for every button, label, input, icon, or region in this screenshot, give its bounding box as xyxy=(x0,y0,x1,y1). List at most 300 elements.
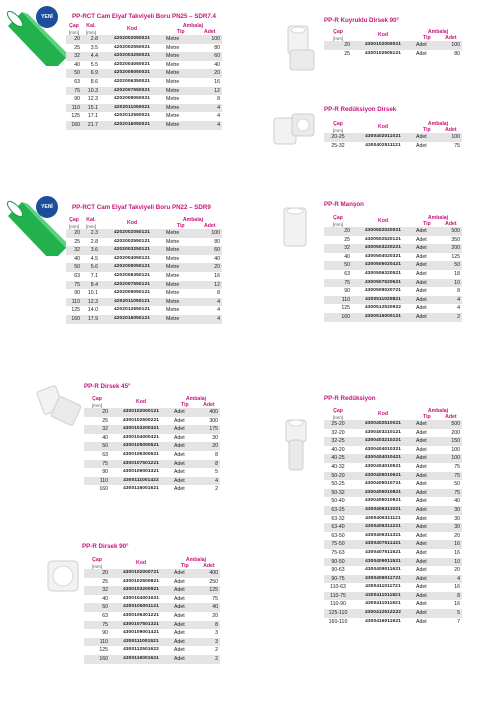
table-row xyxy=(84,485,220,494)
table-cell: 20 xyxy=(454,567,460,574)
table-row xyxy=(66,87,222,96)
table-cell: Adet xyxy=(414,244,440,253)
table-cell: 8 xyxy=(198,621,220,630)
table-cell: 4300102005021 xyxy=(352,41,414,50)
table-cell: 75 xyxy=(212,595,218,602)
table-row xyxy=(324,50,462,59)
col-cap: Çap xyxy=(333,121,343,127)
table-cell: Adet xyxy=(416,253,427,260)
table-cell: 40 xyxy=(102,595,108,602)
table-cell: 75 xyxy=(66,87,82,96)
table-cell: 4202006350021 xyxy=(114,78,150,84)
table-cell: 3.5 xyxy=(90,44,98,51)
table-cell: Metre xyxy=(164,35,197,44)
table-cell: Metre xyxy=(164,52,197,61)
table-cell: Metre xyxy=(164,87,197,96)
col-ambalaj: Ambalaj xyxy=(182,217,204,223)
table-cell: 20 xyxy=(84,408,110,417)
table-row xyxy=(66,35,222,44)
table-cell: 25 xyxy=(74,44,80,51)
table-row xyxy=(84,586,220,595)
table-row xyxy=(84,417,220,426)
table-cell: 50-40 xyxy=(331,498,345,505)
table-cell: 4300103200321 xyxy=(110,425,172,434)
table-cell: 90 xyxy=(102,469,108,476)
reducer-image xyxy=(282,418,310,474)
col-adet: Adet xyxy=(203,223,216,229)
table-cell: Adet xyxy=(416,429,427,436)
table-cell: 32 xyxy=(66,52,82,61)
table-cell: Metre xyxy=(166,96,180,103)
table-row xyxy=(66,78,222,87)
section-title-pn25: PP-RCT Cam Elyaf Takviyeli Boru PN25 – SDR7.4 xyxy=(72,13,216,20)
table-cell: Adet xyxy=(174,578,185,585)
table-cell: 4300103200921 xyxy=(110,586,172,595)
table-cell: 4300411011721 xyxy=(365,584,401,590)
table-row xyxy=(84,434,220,443)
table-cell: 4300403210121 xyxy=(365,429,401,435)
table-cell: 16 xyxy=(454,549,460,556)
table-row xyxy=(324,420,462,429)
table-cell: Adet xyxy=(416,142,427,149)
table-cell: Adet xyxy=(174,434,185,441)
col-kod: Kod xyxy=(126,220,138,226)
table-cell: 50 xyxy=(440,261,462,270)
table-cell: 4 xyxy=(217,113,220,120)
table-cell: Metre xyxy=(166,290,180,297)
table-cell: 4202003250021 xyxy=(100,52,164,61)
table-row xyxy=(324,592,462,601)
table-cell: 160 xyxy=(66,121,82,130)
table-row xyxy=(84,569,220,578)
table-cell: Metre xyxy=(164,121,197,130)
col-ambalaj: Ambalaj xyxy=(185,396,207,402)
col-adet: Adet xyxy=(445,35,457,41)
table-cell: 17.1 xyxy=(87,113,98,120)
table-cell: 4300416011921 xyxy=(365,618,401,624)
table-cell: 20 xyxy=(324,227,352,236)
table-cell: 25 xyxy=(74,238,80,245)
table-cell: 40 xyxy=(198,603,220,612)
col-cap-unit: [mm] xyxy=(332,35,344,41)
table-cell: 40 xyxy=(74,255,80,262)
table-cell: 90 xyxy=(74,96,80,103)
table-cell: 4.4 xyxy=(82,52,100,61)
table-cell: 4300105001121 xyxy=(110,603,172,612)
col-tip: Tip xyxy=(176,29,185,35)
table-cell: Adet xyxy=(172,477,198,486)
table-cell: 40 xyxy=(454,498,460,505)
table-cell: 4300107501321 xyxy=(110,621,172,630)
table-cell: Adet xyxy=(174,612,185,619)
table-cell: 2 xyxy=(198,655,220,664)
table-cell: Adet xyxy=(414,472,440,481)
table-cell: 90 xyxy=(102,630,108,637)
table-cell: Adet xyxy=(416,446,427,453)
table-cell: 4202006350121 xyxy=(114,272,150,278)
table-row xyxy=(66,229,222,238)
table-cell: 90 xyxy=(74,290,80,297)
table-coupling xyxy=(324,215,462,322)
table-cell: Adet xyxy=(172,655,198,664)
table-pn22 xyxy=(66,217,222,324)
table-cell: 125-110 xyxy=(324,609,352,618)
table-cell: 8 xyxy=(198,460,220,469)
table-cell: 4300411011921 xyxy=(365,601,401,607)
table-cell: 3 xyxy=(215,630,218,637)
table-reducer xyxy=(324,408,462,626)
table-cell: 125 xyxy=(71,113,80,120)
table-cell: 4300402510021 xyxy=(352,420,414,429)
col-cap: Çap xyxy=(333,408,343,414)
table-cell: 160 xyxy=(84,655,110,664)
table-cell: 75 xyxy=(324,279,352,288)
elbow-45-image xyxy=(34,382,84,428)
table-row xyxy=(66,121,222,130)
table-cell: 60 xyxy=(197,52,222,61)
table-row xyxy=(324,515,462,524)
table-cell: 5 xyxy=(440,609,462,618)
table-cell: Adet xyxy=(174,486,185,493)
table-cell: 4202011050121 xyxy=(100,298,164,307)
table-row xyxy=(324,609,462,618)
table-cell: Adet xyxy=(414,437,440,446)
col-ambalaj: Ambalaj xyxy=(185,557,207,563)
table-cell: 4300504020321 xyxy=(365,253,401,259)
table-cell: 4300102500221 xyxy=(123,417,159,423)
table-cell: 4 xyxy=(217,307,220,314)
table-row xyxy=(324,296,462,305)
col-ambalaj: Ambalaj xyxy=(427,408,449,414)
table-cell: Adet xyxy=(416,50,427,57)
table-row xyxy=(324,549,462,558)
table-cell: 20 xyxy=(66,229,82,238)
table-cell: Adet xyxy=(416,567,427,574)
table-cell: 20 xyxy=(197,263,222,272)
table-cell: 90-63 xyxy=(331,567,345,574)
table-cell: 4.5 xyxy=(90,255,98,262)
table-row xyxy=(324,244,462,253)
table-row xyxy=(324,437,462,446)
col-cap-unit: [mm] xyxy=(332,127,344,133)
table-cell: 4202002550121 xyxy=(114,238,150,244)
table-row xyxy=(324,472,462,481)
table-cell: Adet xyxy=(414,558,440,567)
table-cell: 110-75 xyxy=(324,592,352,601)
col-adet: Adet xyxy=(445,221,457,227)
table-row xyxy=(324,506,462,515)
table-cell: 32 xyxy=(84,425,110,434)
table-cell: 63-40 xyxy=(324,523,352,532)
col-tip: Tip xyxy=(181,402,189,408)
table-row xyxy=(324,523,462,532)
table-cell: Adet xyxy=(174,469,185,476)
table-row xyxy=(324,446,462,455)
table-cell: Adet xyxy=(414,592,440,601)
table-cell: 125 xyxy=(451,253,460,260)
table-cell: 40-20 xyxy=(331,446,345,453)
table-cell: 50-32 xyxy=(324,489,352,498)
table-cell: 5.5 xyxy=(90,61,98,68)
table-cell: 18 xyxy=(454,270,460,277)
table-elbow-45 xyxy=(84,396,220,494)
table-cell: 30 xyxy=(212,434,218,441)
table-cell: 160 xyxy=(99,486,108,493)
col-tip: Tip xyxy=(423,414,431,420)
table-cell: 4300516000121 xyxy=(352,313,414,322)
table-cell: 4300104000421 xyxy=(123,434,159,440)
table-cell: 20 xyxy=(198,442,220,451)
table-cell: 25 xyxy=(344,236,350,243)
table-cell: 60 xyxy=(197,246,222,255)
table-row xyxy=(84,477,220,486)
table-cell: 4202005050021 xyxy=(100,69,164,78)
col-cap: Çap xyxy=(333,29,343,35)
table-cell: 4300102505121 xyxy=(365,50,401,56)
table-cell: Adet xyxy=(172,442,198,451)
table-cell: 14.0 xyxy=(87,307,98,314)
table-row xyxy=(324,618,462,627)
table-cell: 4300406311121 xyxy=(365,515,401,521)
table-cell: 4 xyxy=(457,305,460,312)
table-cell: Metre xyxy=(164,298,197,307)
section-title-elbow-45: PP-R Dirsek 45° xyxy=(84,383,131,390)
col-kal-unit: [mm] xyxy=(85,29,97,35)
table-cell: 8.4 xyxy=(82,281,100,290)
table-cell: 15.1 xyxy=(82,104,100,113)
table-row xyxy=(66,281,222,290)
table-cell: 75 xyxy=(66,281,82,290)
table-cell: 4202012550121 xyxy=(114,307,150,313)
table-cell: Adet xyxy=(416,532,427,539)
table-cell: 32 xyxy=(66,246,82,255)
table-row xyxy=(66,272,222,281)
col-cap-unit: [mm] xyxy=(91,402,103,408)
table-cell: 4202007550021 xyxy=(100,87,164,96)
table-cell: 90-50 xyxy=(324,558,352,567)
table-cell: 4300406311221 xyxy=(352,523,414,532)
table-cell: 350 xyxy=(451,236,460,243)
table-cell: 100 xyxy=(440,133,462,142)
table-cell: 4202003250121 xyxy=(100,246,164,255)
table-row xyxy=(66,306,222,315)
table-row xyxy=(66,61,222,70)
table-row xyxy=(66,112,222,121)
col-cap-unit: [mm] xyxy=(68,223,80,229)
table-cell: 4300512520922 xyxy=(365,305,401,311)
table-cell: Adet xyxy=(414,133,440,142)
table-pn25 xyxy=(66,23,222,130)
table-cell: Adet xyxy=(414,261,440,270)
table-cell: Adet xyxy=(414,540,440,549)
table-reducing-elbow xyxy=(324,121,462,150)
table-cell: 75 xyxy=(440,489,462,498)
table-cell: 80 xyxy=(214,44,220,51)
table-cell: Metre xyxy=(164,69,197,78)
col-adet: Adet xyxy=(203,29,216,35)
col-adet: Adet xyxy=(445,127,457,133)
col-kod: Kod xyxy=(377,218,389,224)
table-cell: 4300409011721 xyxy=(352,575,414,584)
table-row xyxy=(84,460,220,469)
section-title-tailed-elbow: PP-R Kuyruklu Dirsek 90° xyxy=(324,17,400,24)
table-cell: 4300405010921 xyxy=(365,498,401,504)
elbow-90-image xyxy=(44,557,86,597)
table-cell: 160 xyxy=(66,315,82,324)
table-cell: 21.7 xyxy=(82,121,100,130)
table-cell: Adet xyxy=(172,569,198,578)
col-adet: Adet xyxy=(203,563,215,569)
table-cell: 100 xyxy=(197,229,222,238)
table-row xyxy=(324,600,462,609)
table-row xyxy=(324,279,462,288)
table-row xyxy=(84,425,220,434)
table-row xyxy=(324,304,462,313)
table-cell: 16 xyxy=(214,78,220,85)
section-title-reducer: PP-R Redüksiyon xyxy=(324,395,376,402)
table-cell: 4300112501622 xyxy=(123,647,159,653)
table-cell: 80 xyxy=(454,50,460,57)
table-cell: 100 xyxy=(440,41,462,50)
table-cell: Adet xyxy=(414,609,440,618)
table-cell: 4300405010621 xyxy=(352,472,414,481)
new-badge xyxy=(36,6,58,28)
table-cell: 75 xyxy=(454,142,460,149)
table-row xyxy=(66,95,222,104)
table-cell: 10 xyxy=(440,279,462,288)
table-cell: 2 xyxy=(440,313,462,322)
table-cell: 63 xyxy=(344,270,350,277)
table-cell: Adet xyxy=(172,460,198,469)
table-cell: 200 xyxy=(440,244,462,253)
table-cell: Adet xyxy=(174,451,185,458)
table-cell: 4300502020021 xyxy=(352,227,414,236)
table-row xyxy=(66,69,222,78)
table-cell: 4 xyxy=(197,298,222,307)
table-elbow-90 xyxy=(84,557,220,664)
table-cell: 3 xyxy=(198,638,220,647)
table-cell: Metre xyxy=(166,255,180,262)
table-cell: Adet xyxy=(416,601,427,608)
table-cell: 160 xyxy=(324,313,352,322)
table-row xyxy=(66,315,222,324)
table-row xyxy=(84,468,220,477)
table-cell: 4300116001621 xyxy=(110,655,172,664)
table-cell: 32 xyxy=(84,586,110,595)
table-cell: Adet xyxy=(416,498,427,505)
col-cap-unit: [mm] xyxy=(68,29,80,35)
table-cell: 4300511020821 xyxy=(352,296,414,305)
table-cell: 50 xyxy=(324,261,352,270)
table-cell: 75 xyxy=(440,472,462,481)
table-cell: 8.6 xyxy=(90,78,98,85)
table-cell: 20-25 xyxy=(324,133,352,142)
table-cell: 4202004050121 xyxy=(114,255,150,261)
col-kod: Kod xyxy=(377,32,389,38)
table-cell: Adet xyxy=(414,454,440,463)
table-row xyxy=(324,41,462,50)
table-cell: Adet xyxy=(172,638,198,647)
table-cell: 20 xyxy=(66,35,82,44)
col-adet: Adet xyxy=(203,402,215,408)
table-cell: 150 xyxy=(440,437,462,446)
table-cell: 40 xyxy=(74,61,80,68)
table-cell: Adet xyxy=(174,647,185,654)
table-row xyxy=(324,489,462,498)
table-cell: 500 xyxy=(440,420,462,429)
new-badge xyxy=(36,196,58,218)
table-cell: 12.3 xyxy=(87,96,98,103)
table-cell: Metre xyxy=(166,307,180,314)
table-cell: Metre xyxy=(166,272,180,279)
table-cell: 8 xyxy=(440,592,462,601)
table-cell: 500 xyxy=(440,227,462,236)
table-cell: 20 xyxy=(454,532,460,539)
table-cell: Adet xyxy=(416,549,427,556)
table-cell: 50 xyxy=(66,263,82,272)
table-row xyxy=(324,540,462,549)
table-cell: Adet xyxy=(172,603,198,612)
table-row xyxy=(324,566,462,575)
table-cell: 4 xyxy=(197,315,222,324)
table-row xyxy=(324,454,462,463)
table-cell: 75 xyxy=(84,460,110,469)
table-cell: Metre xyxy=(164,246,197,255)
table-cell: 4202002550021 xyxy=(114,44,150,50)
table-cell: 4 xyxy=(197,104,222,113)
table-cell: 90-75 xyxy=(324,575,352,584)
table-cell: 4300505020421 xyxy=(352,261,414,270)
table-cell: 4202005050121 xyxy=(100,263,164,272)
table-cell: 4300116001621 xyxy=(123,486,159,492)
table-tailed-elbow xyxy=(324,29,462,58)
table-cell: 63-50 xyxy=(331,532,345,539)
table-cell: Adet xyxy=(414,575,440,584)
col-cap: Çap xyxy=(92,557,102,563)
table-cell: Adet xyxy=(172,586,198,595)
table-cell: 12.3 xyxy=(82,298,100,307)
table-cell: 10.1 xyxy=(87,290,98,297)
table-cell: 4300102000721 xyxy=(110,569,172,578)
table-cell: 40 xyxy=(214,61,220,68)
table-cell: 125 xyxy=(99,647,108,654)
table-row xyxy=(324,558,462,567)
table-cell: 30 xyxy=(440,506,462,515)
table-cell: 4300506320521 xyxy=(365,270,401,276)
table-cell: 63-32 xyxy=(331,515,345,522)
table-row xyxy=(324,133,462,142)
table-cell: 3.6 xyxy=(82,246,100,255)
table-row xyxy=(84,451,220,460)
table-cell: 4 xyxy=(197,121,222,130)
table-cell: 8 xyxy=(217,96,220,103)
table-cell: 4300412512222 xyxy=(352,609,414,618)
table-cell: 4300102000121 xyxy=(110,408,172,417)
col-kal-unit: [mm] xyxy=(85,223,97,229)
table-cell: 4300405010721 xyxy=(365,481,401,487)
table-cell: 110 xyxy=(66,104,82,113)
table-row xyxy=(84,603,220,612)
col-kod: Kod xyxy=(126,26,138,32)
new-badge-label: YENİ xyxy=(41,14,53,20)
table-cell: 10 xyxy=(440,558,462,567)
table-cell: 4202002050021 xyxy=(100,35,164,44)
table-cell: 40-32 xyxy=(331,463,345,470)
col-ambalaj: Ambalaj xyxy=(182,23,204,29)
table-row xyxy=(84,655,220,664)
table-cell: 50-25 xyxy=(331,481,345,488)
table-row xyxy=(84,612,220,621)
